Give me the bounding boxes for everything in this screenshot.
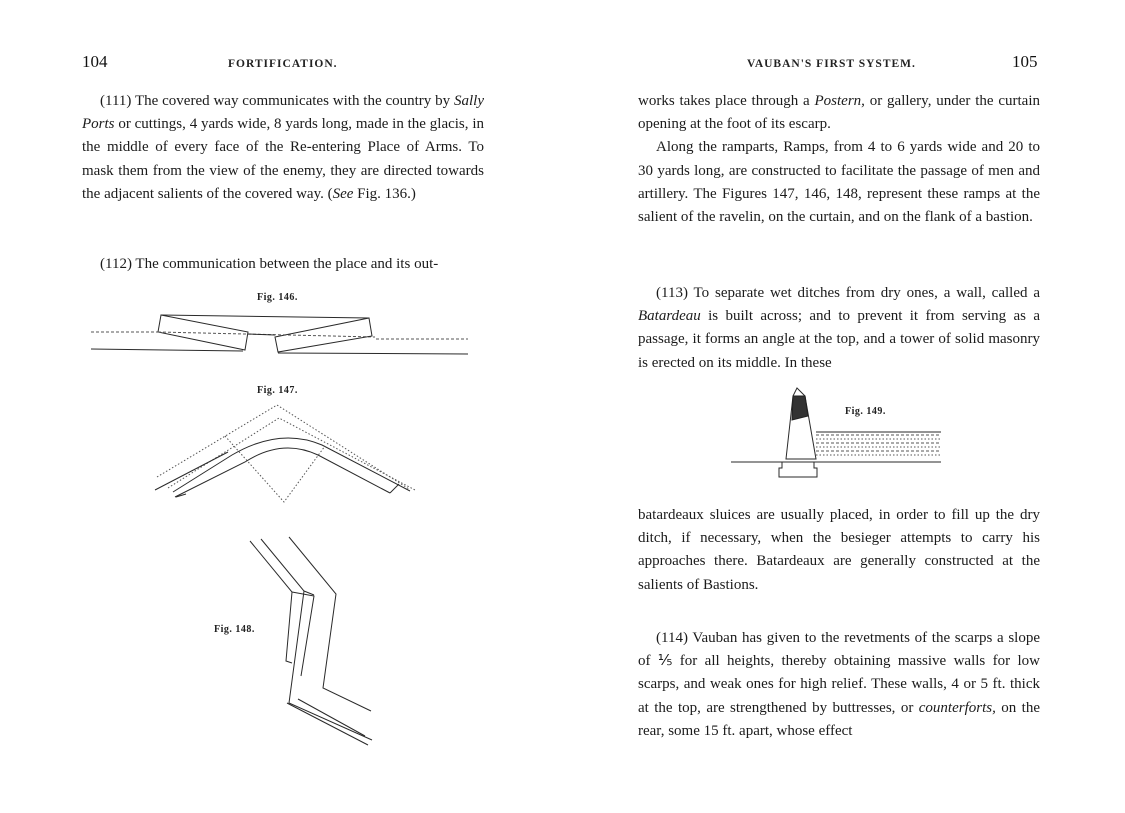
para-number: (111) bbox=[100, 93, 132, 109]
paragraph-112-continued: works takes place through a Postern, or gallery, under the curtain opening at the foot of its escarp. Along the ramparts, Ramps, from 4 to 6 yards wide and 20 to 30 yards long, are constructed to facilitate the passage of men and artillery. The Figures 147, 146, 148, represent these ramps at the salient of the ravelin, on the curtain, and on the flank of a bastion. bbox=[638, 90, 1040, 229]
figure-caption: Fig. 148. bbox=[214, 624, 255, 635]
running-head: VAUBAN'S FIRST SYSTEM. bbox=[747, 58, 916, 70]
running-head: FORTIFICATION. bbox=[228, 58, 338, 70]
emphasis: counterforts, bbox=[918, 699, 996, 716]
fraction: ⅕ bbox=[657, 653, 673, 670]
page-number: 104 bbox=[82, 52, 108, 71]
paragraph-112: (112) The communication between the place and its out- bbox=[100, 256, 439, 272]
paragraph-113-continued: batardeaux sluices are usually placed, in order to fill up the dry ditch, if necessary, when the besieger attempts to carry his approaches there. Batardeaux are generally constructed at the salients of Bastions. bbox=[638, 507, 1040, 593]
figure-148-ramp-flank bbox=[0, 0, 560, 813]
figure-caption: Fig. 149. bbox=[845, 406, 886, 417]
emphasis: Sally Ports bbox=[82, 93, 484, 133]
right-page bbox=[560, 0, 1125, 813]
figure-caption: Fig. 147. bbox=[257, 385, 298, 396]
water-hatching bbox=[816, 432, 941, 455]
paragraph-114: (114) Vauban has given to the revetments of the scarps a slope of ⅕ for all heights, thereby obtaining massive walls for low scarps, and weak ones for high relief. These walls, 4 or 5 ft. thick at the top, are strengthened by buttresses, or counterforts, on the rear, some 15 ft. apart, whose effect bbox=[638, 630, 1041, 739]
left-page bbox=[0, 0, 560, 813]
paragraph-111: (111) The covered way communicates with the country by Sally Ports or cuttings, 4 yards wide, 8 yards long, made in the glacis, in the middle of every face of the Re-entering Place of Arms. To mask them from the view of the enemy, they are directed towards the adjacent salients of the covered way. (See Fig. 136.) bbox=[82, 93, 484, 202]
emphasis: Batardeau bbox=[638, 308, 701, 325]
paragraph-113: (113) To separate wet ditches from dry ones, a wall, called a Batardeau is built across; and to prevent it from serving as a passage, it forms an angle at the top, and a tower of solid masonry is erected on its middle. In these bbox=[638, 285, 1040, 371]
figure-caption: Fig. 146. bbox=[257, 292, 298, 303]
page-number: 105 bbox=[1012, 52, 1038, 71]
emphasis: Postern, bbox=[814, 93, 865, 109]
paragraph-ramps: Along the ramparts, Ramps, from 4 to 6 yards wide and 20 to 30 yards long, are constructed to facilitate the passage of men and artillery. The Figures 147, 146, 148, represent these ramps at the salient of the ravelin, on the curtain, and on the flank of a bastion. bbox=[638, 139, 1040, 226]
